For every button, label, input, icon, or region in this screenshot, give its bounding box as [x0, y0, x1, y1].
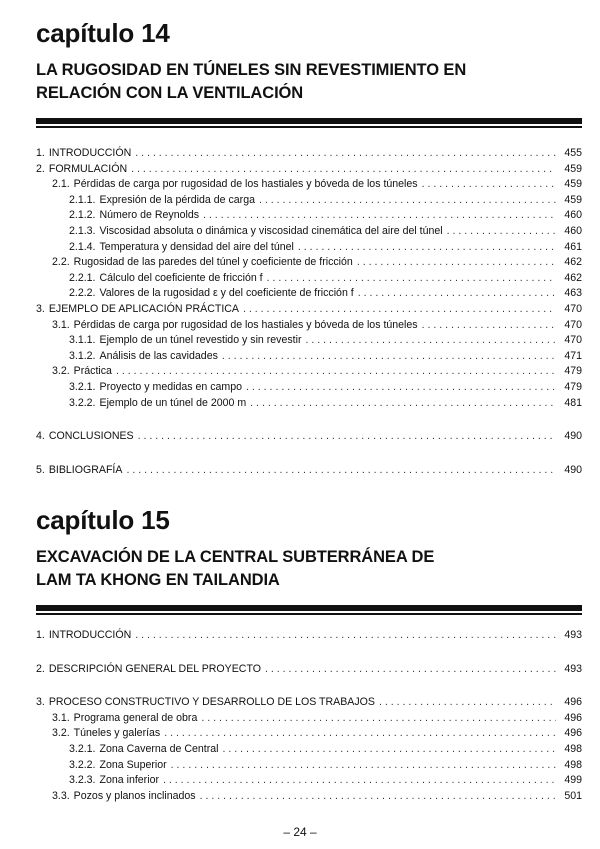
toc-entry-page: 460 [564, 209, 582, 222]
toc-entry[interactable] [36, 177, 582, 193]
chapter-title: capítulo 14 [36, 18, 170, 48]
toc-entry-page: 501 [564, 789, 582, 802]
dot-leader [171, 758, 556, 774]
dot-leader [135, 628, 556, 644]
toc-entry-title: Zona Superior [99, 758, 167, 771]
toc-entry-page: 470 [564, 318, 582, 331]
toc-entry-title: Valores de la rugosidad ε y del coeficiente de fricción f [99, 287, 354, 300]
toc-chapter-15 [36, 628, 582, 804]
toc-entry[interactable] [36, 711, 582, 727]
toc-entry[interactable] [36, 726, 582, 742]
toc-entry-page: 498 [564, 758, 582, 771]
toc-entry[interactable] [36, 146, 582, 162]
toc-entry-page: 459 [564, 193, 582, 206]
toc-entry-number: 4. [36, 430, 45, 443]
toc-entry[interactable] [36, 333, 582, 349]
toc-entry-number: 2.2.1. [69, 271, 96, 284]
dot-leader [379, 695, 556, 711]
toc-entry-page: 479 [564, 365, 582, 378]
toc-entry-title: INTRODUCCIÓN [48, 629, 132, 641]
toc-entry[interactable] [36, 380, 582, 396]
toc-entry-number: 3.2. [52, 727, 70, 740]
toc-entry-title: CONCLUSIONES [48, 430, 134, 443]
toc-entry-number: 2.1.1. [69, 193, 96, 206]
toc-entry-page: 498 [564, 742, 582, 755]
toc-entry[interactable] [36, 162, 582, 178]
toc-entry[interactable] [36, 255, 582, 271]
dot-leader [116, 364, 556, 380]
toc-entry-title: Cálculo del coeficiente de fricción f [99, 271, 263, 284]
toc-entry-page: 461 [564, 240, 582, 253]
dot-leader [246, 380, 556, 396]
toc-entry-page: 470 [564, 334, 582, 347]
dot-leader [298, 240, 556, 256]
toc-entry-number: 2.1.2. [69, 209, 96, 222]
dot-leader [243, 302, 556, 318]
dot-leader [306, 333, 557, 349]
toc-entry-title: Túneles y galerías [73, 727, 161, 740]
toc-entry-page: 499 [564, 774, 582, 787]
toc-entry-page: 462 [564, 256, 582, 269]
toc-entry[interactable] [36, 271, 582, 287]
toc-entry[interactable] [36, 349, 582, 365]
toc-entry-page: 481 [564, 396, 582, 409]
toc-entry-number: 3.2.2. [69, 758, 96, 771]
toc-entry-number: 3.2.1. [69, 380, 96, 393]
toc-entry[interactable] [36, 789, 582, 805]
toc-entry-number: 3. [36, 696, 45, 709]
toc-entry-title: Programa general de obra [73, 711, 198, 724]
toc-entry-number: 3.1. [52, 711, 70, 724]
toc-entry-page: 493 [564, 662, 582, 675]
toc-entry-title: Proyecto y medidas en campo [99, 380, 243, 393]
toc-entry[interactable] [36, 463, 582, 479]
dot-leader [164, 726, 556, 742]
chapter-title: capítulo 15 [36, 505, 170, 535]
toc-entry[interactable] [36, 224, 582, 240]
dot-leader [222, 349, 556, 365]
toc-entry-page: 496 [564, 711, 582, 724]
toc-entry[interactable] [36, 193, 582, 209]
toc-entry-number: 3.2.2. [69, 396, 96, 409]
dot-leader [422, 177, 556, 193]
toc-entry-number: 1. [36, 147, 45, 159]
toc-entry-number: 3.2. [52, 365, 70, 378]
dot-leader [222, 742, 556, 758]
dot-leader [447, 224, 556, 240]
toc-entry-number: 2. [36, 162, 45, 175]
dot-leader [265, 662, 556, 678]
toc-entry-title: Rugosidad de las paredes del túnel y coeficiente de fricción [73, 256, 353, 269]
dot-leader [201, 711, 556, 727]
dot-leader [358, 286, 556, 302]
toc-entry-page: 471 [564, 349, 582, 362]
chapter-subtitle-line-2: RELACIÓN CON LA VENTILACIÓN [36, 84, 304, 102]
dot-leader [203, 208, 556, 224]
toc-entry-title: FORMULACIÓN [48, 162, 128, 175]
toc-entry[interactable] [36, 695, 582, 711]
toc-entry-page: 462 [564, 271, 582, 284]
toc-entry[interactable] [36, 208, 582, 224]
toc-entry-title: Expresión de la pérdida de carga [99, 193, 255, 206]
toc-entry-number: 2.2. [52, 256, 70, 269]
toc-entry[interactable] [36, 286, 582, 302]
toc-entry-page: 455 [564, 147, 582, 159]
chapter-15-header [36, 505, 582, 615]
toc-entry[interactable] [36, 396, 582, 412]
toc-entry-number: 2.1.3. [69, 224, 96, 237]
chapter-subtitle-line-1: LA RUGOSIDAD EN TÚNELES SIN REVESTIMIENTO EN [36, 61, 467, 79]
toc-entry-title: INTRODUCCIÓN [48, 147, 132, 159]
dot-leader [259, 193, 556, 209]
chapter-subtitle-line-1: EXCAVACIÓN DE LA CENTRAL SUBTERRÁNEA DE [36, 548, 435, 566]
toc-entry[interactable] [36, 240, 582, 256]
section-divider [36, 118, 582, 128]
toc-entry[interactable] [36, 628, 582, 644]
toc-entry-title: Pérdidas de carga por rugosidad de los hastiales y bóveda de los túneles [73, 318, 418, 331]
toc-entry-number: 3.1.2. [69, 349, 96, 362]
toc-entry-number: 3.2.3. [69, 774, 96, 787]
toc-entry-title: BIBLIOGRAFÍA [48, 463, 123, 476]
toc-entry-page: 459 [564, 178, 582, 191]
toc-entry-number: 3.3. [52, 789, 70, 802]
dot-leader [135, 146, 556, 162]
toc-chapter-14 [36, 146, 582, 478]
toc-entry-number: 3.1. [52, 318, 70, 331]
toc-entry[interactable] [36, 662, 582, 678]
toc-entry[interactable] [36, 302, 582, 318]
chapter-14-header [36, 18, 582, 128]
dot-leader [422, 318, 556, 334]
toc-entry-title: Práctica [73, 365, 112, 378]
chapter-subtitle [36, 59, 582, 105]
dot-leader [250, 396, 556, 412]
section-divider [36, 605, 582, 615]
toc-entry[interactable] [36, 318, 582, 334]
toc-entry-number: 3. [36, 302, 45, 315]
toc-entry-title: Zona inferior [99, 774, 159, 787]
chapter-subtitle-line-2: LAM TA KHONG EN TAILANDIA [36, 571, 280, 589]
toc-entry-page: 493 [564, 629, 582, 641]
toc-entry-page: 470 [564, 302, 582, 315]
toc-entry-number: 2. [36, 662, 45, 675]
toc-entry-number: 1. [36, 629, 45, 641]
toc-entry[interactable] [36, 364, 582, 380]
toc-entry-page: 459 [564, 162, 582, 175]
toc-entry-number: 2.1.4. [69, 240, 96, 253]
toc-entry-title: Ejemplo de un túnel de 2000 m [99, 396, 247, 409]
toc-entry-number: 2.2.2. [69, 287, 96, 300]
dot-leader [138, 429, 556, 445]
page-number: – 24 – [283, 825, 317, 839]
toc-entry-number: 3.2.1. [69, 742, 96, 755]
toc-entry-title: Número de Reynolds [99, 209, 200, 222]
toc-entry-title: PROCESO CONSTRUCTIVO Y DESARROLLO DE LOS TRABAJOS [48, 696, 375, 709]
toc-entry-title: Pérdidas de carga por rugosidad de los hastiales y bóveda de los túneles [73, 178, 418, 191]
toc-entry-number: 3.1.1. [69, 334, 96, 347]
toc-entry-title: Ejemplo de un túnel revestido y sin revestir [99, 334, 302, 347]
toc-entry-page: 460 [564, 224, 582, 237]
toc-entry-page: 496 [564, 727, 582, 740]
chapter-subtitle [36, 546, 582, 592]
dot-leader [163, 773, 556, 789]
toc-entry-page: 490 [564, 463, 582, 476]
toc-entry-page: 463 [564, 287, 582, 300]
dot-leader [267, 271, 556, 287]
toc-entry-title: DESCRIPCIÓN GENERAL DEL PROYECTO [48, 662, 261, 675]
toc-entry-page: 479 [564, 380, 582, 393]
toc-entry-title: Temperatura y densidad del aire del túnel [99, 240, 294, 253]
toc-entry-page: 490 [564, 430, 582, 443]
toc-entry-title: Viscosidad absoluta o dinámica y viscosidad cinemática del aire del túnel [99, 224, 443, 237]
toc-entry-page: 496 [564, 696, 582, 709]
toc-entry-title: EJEMPLO DE APLICACIÓN PRÁCTICA [48, 302, 239, 315]
toc-entry[interactable] [36, 758, 582, 774]
toc-entry-title: Pozos y planos inclinados [73, 789, 196, 802]
toc-entry[interactable] [36, 429, 582, 445]
toc-entry-number: 2.1. [52, 178, 70, 191]
dot-leader [357, 255, 556, 271]
dot-leader [200, 789, 556, 805]
dot-leader [131, 162, 556, 178]
toc-entry[interactable] [36, 742, 582, 758]
toc-entry[interactable] [36, 773, 582, 789]
dot-leader [126, 463, 556, 479]
toc-entry-number: 5. [36, 463, 45, 476]
toc-entry-title: Análisis de las cavidades [99, 349, 218, 362]
toc-entry-title: Zona Caverna de Central [99, 742, 219, 755]
